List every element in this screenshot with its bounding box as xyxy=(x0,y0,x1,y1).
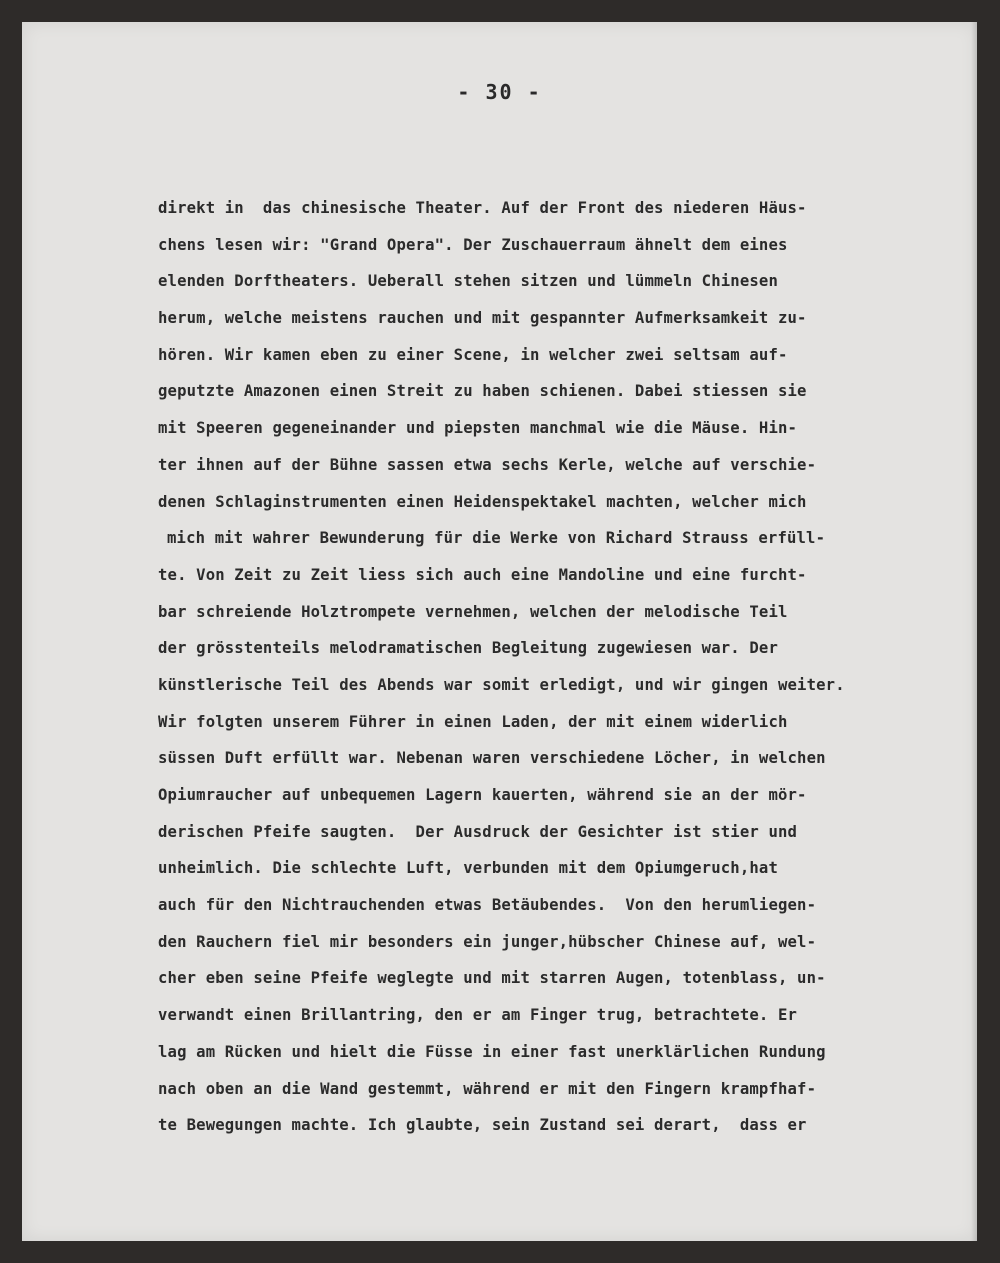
text-line: unheimlich. Die schlechte Luft, verbunden mit dem Opiumgeruch,hat xyxy=(158,859,778,878)
text-line: hören. Wir kamen eben zu einer Scene, in welcher zwei seltsam auf- xyxy=(158,345,788,364)
text-line: chens lesen wir: "Grand Opera". Der Zuschauerraum ähnelt dem eines xyxy=(158,235,788,254)
text-line: Wir folgten unserem Führer in einen Laden, der mit einem widerlich xyxy=(158,712,788,731)
text-line: Opiumraucher auf unbequemen Lagern kauerten, während sie an der mör- xyxy=(158,786,807,804)
text-line: herum, welche meistens rauchen und mit gespannter Aufmerksamkeit zu- xyxy=(158,309,807,328)
text-line: auch für den Nichtrauchenden etwas Betäubendes. Von den herumliegen- xyxy=(158,896,817,915)
page-edge-shadow xyxy=(971,22,977,1241)
text-line: bar schreiende Holztrompete vernehmen, welchen der melodische Teil xyxy=(158,602,788,621)
text-line: te. Von Zeit zu Zeit liess sich auch eine Mandoline und eine furcht- xyxy=(158,565,807,584)
typewritten-page xyxy=(22,22,977,1241)
text-line: geputzte Amazonen einen Streit zu haben schienen. Dabei stiessen sie xyxy=(158,382,807,401)
text-line: nach oben an die Wand gestemmt, während er mit den Fingern krampfhaf- xyxy=(158,1079,817,1098)
text-line: denen Schlaginstrumenten einen Heidenspektakel machten, welcher mich xyxy=(158,492,807,511)
page-number: - 30 - xyxy=(457,80,542,104)
text-line: verwandt einen Brillantring, den er am Finger trug, betrachtete. Er xyxy=(158,1006,798,1025)
text-line: elenden Dorftheaters. Ueberall stehen sitzen und lümmeln Chinesen xyxy=(158,272,778,291)
text-line: ter ihnen auf der Bühne sassen etwa sechs Kerle, welche auf verschie- xyxy=(158,455,817,474)
text-line: den Rauchern fiel mir besonders ein junger,hübscher Chinese auf, wel- xyxy=(158,932,817,951)
text-line: derischen Pfeife saugten. Der Ausdruck der Gesichter ist stier und xyxy=(158,822,798,841)
text-line: direkt in das chinesische Theater. Auf der Front des niederen Häus- xyxy=(158,199,807,217)
text-line: der grösstenteils melodramatischen Begleitung zugewiesen war. Der xyxy=(158,639,778,658)
text-line: cher eben seine Pfeife weglegte und mit starren Augen, totenblass, un- xyxy=(158,969,826,988)
text-line: lag am Rücken und hielt die Füsse in einer fast unerklärlichen Rundung xyxy=(158,1042,826,1061)
body-text xyxy=(158,190,947,1144)
text-line: mich mit wahrer Bewunderung für die Werke von Richard Strauss erfüll- xyxy=(167,529,826,548)
text-line: te Bewegungen machte. Ich glaubte, sein Zustand sei derart, dass er xyxy=(158,1116,807,1135)
text-line: künstlerische Teil des Abends war somit erledigt, und wir gingen weiter. xyxy=(158,675,845,694)
text-line: süssen Duft erfüllt war. Nebenan waren verschiedene Löcher, in welchen xyxy=(158,749,826,768)
text-line: mit Speeren gegeneinander und piepsten manchmal wie die Mäuse. Hin- xyxy=(158,419,798,438)
